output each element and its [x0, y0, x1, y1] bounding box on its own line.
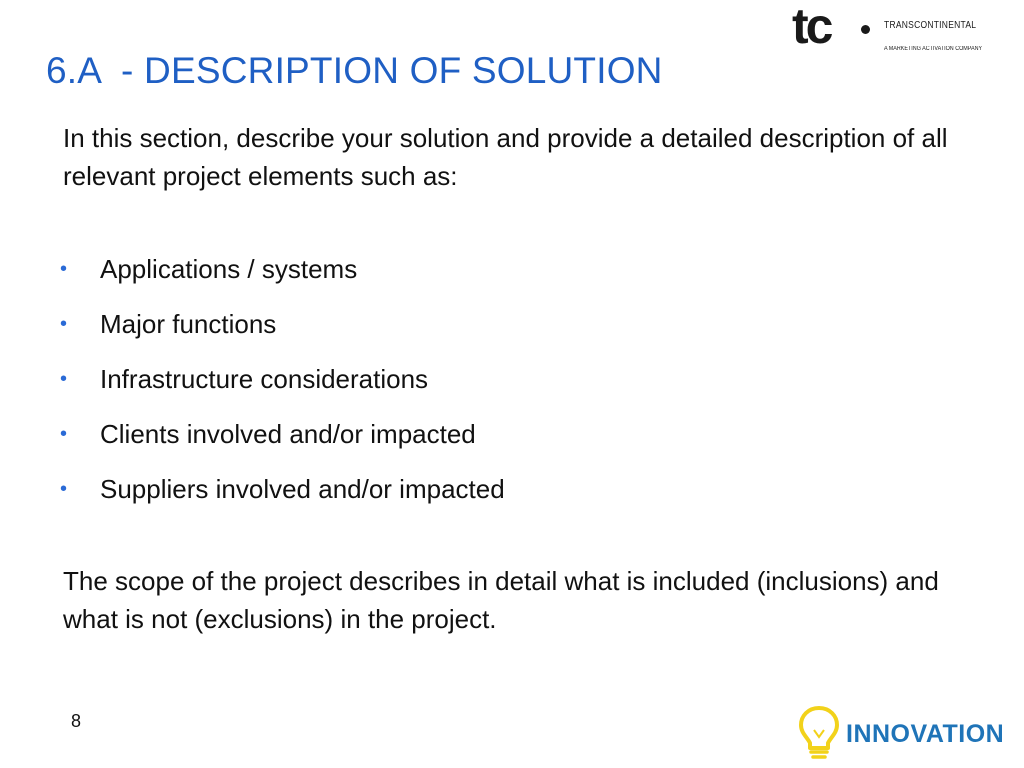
list-item-text: Clients involved and/or impacted — [100, 419, 476, 449]
list-item-text: Applications / systems — [100, 254, 358, 284]
bullet-icon: • — [60, 478, 68, 500]
lightbulb-icon — [796, 704, 842, 762]
bullet-icon: • — [60, 423, 68, 445]
logo-company-name: TRANSCONTINENTAL — [884, 20, 977, 31]
tc-logo-mark: tc — [792, 0, 831, 54]
bullet-icon: • — [60, 368, 68, 390]
bullet-icon: • — [60, 313, 68, 335]
slide-title: 6.A - DESCRIPTION OF SOLUTION — [46, 50, 663, 91]
innovation-wordmark: INNOVATION — [846, 720, 1005, 748]
list-item-text: Infrastructure considerations — [100, 364, 429, 394]
page-number: 8 — [71, 711, 82, 731]
innovation-logo — [796, 704, 1016, 762]
scope-paragraph: The scope of the project describes in detail what is included (inclusions) and what is not (exclusions) in the project. — [63, 566, 939, 634]
list-item-text: Major functions — [100, 309, 277, 339]
logo-dot-icon — [861, 25, 870, 34]
logo-tagline: A MARKETING ACTIVATION COMPANY — [884, 46, 983, 52]
list-item-text: Suppliers involved and/or impacted — [100, 474, 505, 504]
bullet-icon: • — [60, 258, 68, 280]
transcontinental-logo — [792, 0, 1020, 56]
intro-paragraph: In this section, describe your solution and provide a detailed description of all relevant project elements such as: — [63, 123, 948, 191]
